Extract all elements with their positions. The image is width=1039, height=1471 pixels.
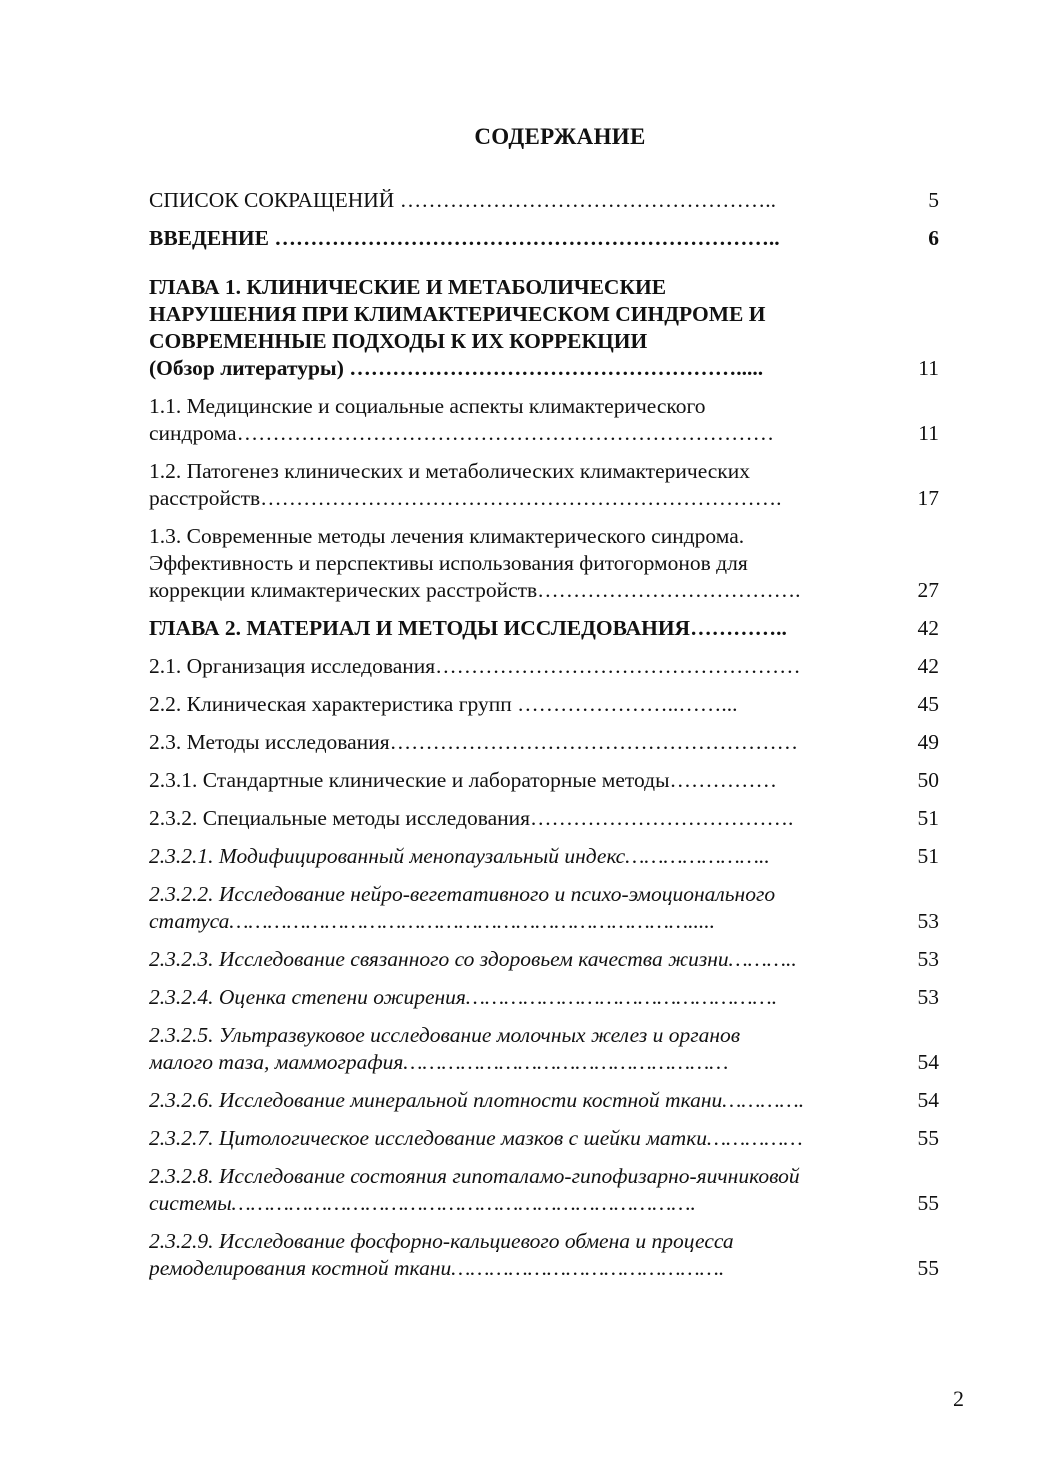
toc-entry-chapter-2 bbox=[149, 615, 949, 642]
toc-entry-2-3-2-8 bbox=[149, 1163, 949, 1217]
toc-entry-line: 1.2. Патогенез клинических и метаболических климактерических bbox=[149, 459, 751, 483]
toc-entry-2-3-2-9 bbox=[149, 1228, 949, 1282]
toc-entry-text: расстройств………………………………………………………………. bbox=[149, 486, 782, 510]
toc-entry-page: 55 bbox=[917, 1126, 939, 1150]
toc-entry-page: 27 bbox=[917, 578, 939, 602]
toc-entry-text: системы………………………………………………………………. bbox=[149, 1191, 696, 1215]
toc-entry-2-3-2-7 bbox=[149, 1125, 949, 1152]
toc-entry-page: 42 bbox=[917, 654, 939, 678]
toc-entry-line: 2.3.2.5. Ультразвуковое исследование молочных желез и органов bbox=[149, 1023, 741, 1047]
toc-entry-page: 6 bbox=[928, 226, 939, 250]
toc-entry-2-3-1 bbox=[149, 767, 949, 794]
table-of-contents bbox=[149, 187, 949, 1282]
toc-entry-text: (Обзор литературы) ………………………………………………..... bbox=[149, 356, 764, 380]
toc-entry-page: 5 bbox=[928, 188, 939, 212]
toc-entry-text: 2.3.2.7. Цитологическое исследование мазков с шейки матки…………… bbox=[149, 1126, 803, 1150]
toc-entry-text: 2.2. Клиническая характеристика групп …………………..……... bbox=[149, 692, 738, 716]
toc-entry-2-3-2-1 bbox=[149, 843, 949, 870]
toc-entry-line: 1.3. Современные методы лечения климактерического синдрома. bbox=[149, 524, 745, 548]
toc-entry-line: ГЛАВА 1. КЛИНИЧЕСКИЕ И МЕТАБОЛИЧЕСКИЕ bbox=[149, 275, 667, 299]
toc-entry-2-3-2-4 bbox=[149, 984, 949, 1011]
toc-entry-text: ремоделирования костной ткани……………………………………. bbox=[149, 1256, 725, 1280]
toc-entry-introduction bbox=[149, 225, 949, 252]
toc-entry-page: 55 bbox=[917, 1191, 939, 1215]
toc-entry-line: СОВРЕМЕННЫЕ ПОДХОДЫ К ИХ КОРРЕКЦИИ bbox=[149, 329, 648, 353]
toc-entry-page: 55 bbox=[917, 1256, 939, 1280]
toc-entry-page: 51 bbox=[917, 844, 939, 868]
toc-entry-text: коррекции климактерических расстройств………………………………. bbox=[149, 578, 801, 602]
toc-entry-page: 54 bbox=[917, 1088, 939, 1112]
toc-entry-text: 2.3.1. Стандартные клинические и лабораторные методы…………… bbox=[149, 768, 778, 792]
page-number: 2 bbox=[953, 1386, 964, 1411]
toc-entry-text: ГЛАВА 2. МАТЕРИАЛ И МЕТОДЫ ИССЛЕДОВАНИЯ………….. bbox=[149, 616, 787, 640]
toc-entry-abbreviations bbox=[149, 187, 949, 214]
toc-entry-text: малого таза, маммография…………………………………………… bbox=[149, 1050, 729, 1074]
toc-entry-text: 2.3.2. Специальные методы исследования………………………………. bbox=[149, 806, 794, 830]
toc-entry-line: 2.3.2.8. Исследование состояния гипоталамо-гипофизарно-яичниковой bbox=[149, 1164, 800, 1188]
toc-entry-page: 17 bbox=[917, 486, 939, 510]
toc-entry-page: 42 bbox=[917, 616, 939, 640]
toc-entry-page: 11 bbox=[918, 421, 939, 445]
toc-entry-page: 54 bbox=[917, 1050, 939, 1074]
toc-entry-text: статуса………………………………………………………………..... bbox=[149, 909, 716, 933]
toc-entry-1-1 bbox=[149, 393, 949, 447]
toc-entry-text: ВВЕДЕНИЕ …………………………………………………………….. bbox=[149, 226, 780, 250]
toc-entry-page: 53 bbox=[917, 947, 939, 971]
toc-entry-text: 2.1. Организация исследования…………………………………………… bbox=[149, 654, 801, 678]
toc-entry-1-3 bbox=[149, 523, 949, 604]
toc-entry-2-1 bbox=[149, 653, 949, 680]
toc-entry-text: 2.3.2.6. Исследование минеральной плотности костной ткани…………. bbox=[149, 1088, 805, 1112]
toc-entry-text: 2.3. Методы исследования………………………………………………… bbox=[149, 730, 799, 754]
toc-entry-page: 53 bbox=[917, 985, 939, 1009]
toc-entry-page: 49 bbox=[917, 730, 939, 754]
toc-entry-text: синдрома………………………………………………………………… bbox=[149, 421, 775, 445]
toc-entry-page: 50 bbox=[917, 768, 939, 792]
toc-entry-2-3-2-3 bbox=[149, 946, 949, 973]
toc-entry-text: СПИСОК СОКРАЩЕНИЙ …………………………………………….. bbox=[149, 188, 776, 212]
toc-entry-line: Эффективность и перспективы использования фитогормонов для bbox=[149, 551, 748, 575]
toc-entry-line: НАРУШЕНИЯ ПРИ КЛИМАКТЕРИЧЕСКОМ СИНДРОМЕ И bbox=[149, 302, 766, 326]
toc-entry-line: 1.1. Медицинские и социальные аспекты климактерического bbox=[149, 394, 706, 418]
toc-entry-2-3-2-5 bbox=[149, 1022, 949, 1076]
toc-entry-page: 45 bbox=[917, 692, 939, 716]
toc-entry-chapter-1 bbox=[149, 274, 949, 382]
toc-entry-page: 11 bbox=[918, 356, 939, 380]
toc-entry-2-3-2-2 bbox=[149, 881, 949, 935]
toc-entry-2-3-2 bbox=[149, 805, 949, 832]
toc-entry-line: 2.3.2.2. Исследование нейро-вегетативного и психо-эмоционального bbox=[149, 882, 776, 906]
toc-entry-text: 2.3.2.3. Исследование связанного со здоровьем качества жизни……….. bbox=[149, 947, 797, 971]
toc-entry-1-2 bbox=[149, 458, 949, 512]
toc-entry-2-2 bbox=[149, 691, 949, 718]
toc-entry-text: 2.3.2.4. Оценка степени ожирения…………………………………………. bbox=[149, 985, 778, 1009]
toc-entry-line: 2.3.2.9. Исследование фосфорно-кальциевого обмена и процесса bbox=[149, 1229, 734, 1253]
toc-entry-2-3-2-6 bbox=[149, 1087, 949, 1114]
toc-entry-2-3 bbox=[149, 729, 949, 756]
toc-entry-page: 53 bbox=[917, 909, 939, 933]
page-title: СОДЕРЖАНИЕ bbox=[474, 124, 646, 149]
toc-entry-page: 51 bbox=[917, 806, 939, 830]
toc-entry-text: 2.3.2.1. Модифицированный менопаузальный индекс………………….. bbox=[149, 844, 770, 868]
